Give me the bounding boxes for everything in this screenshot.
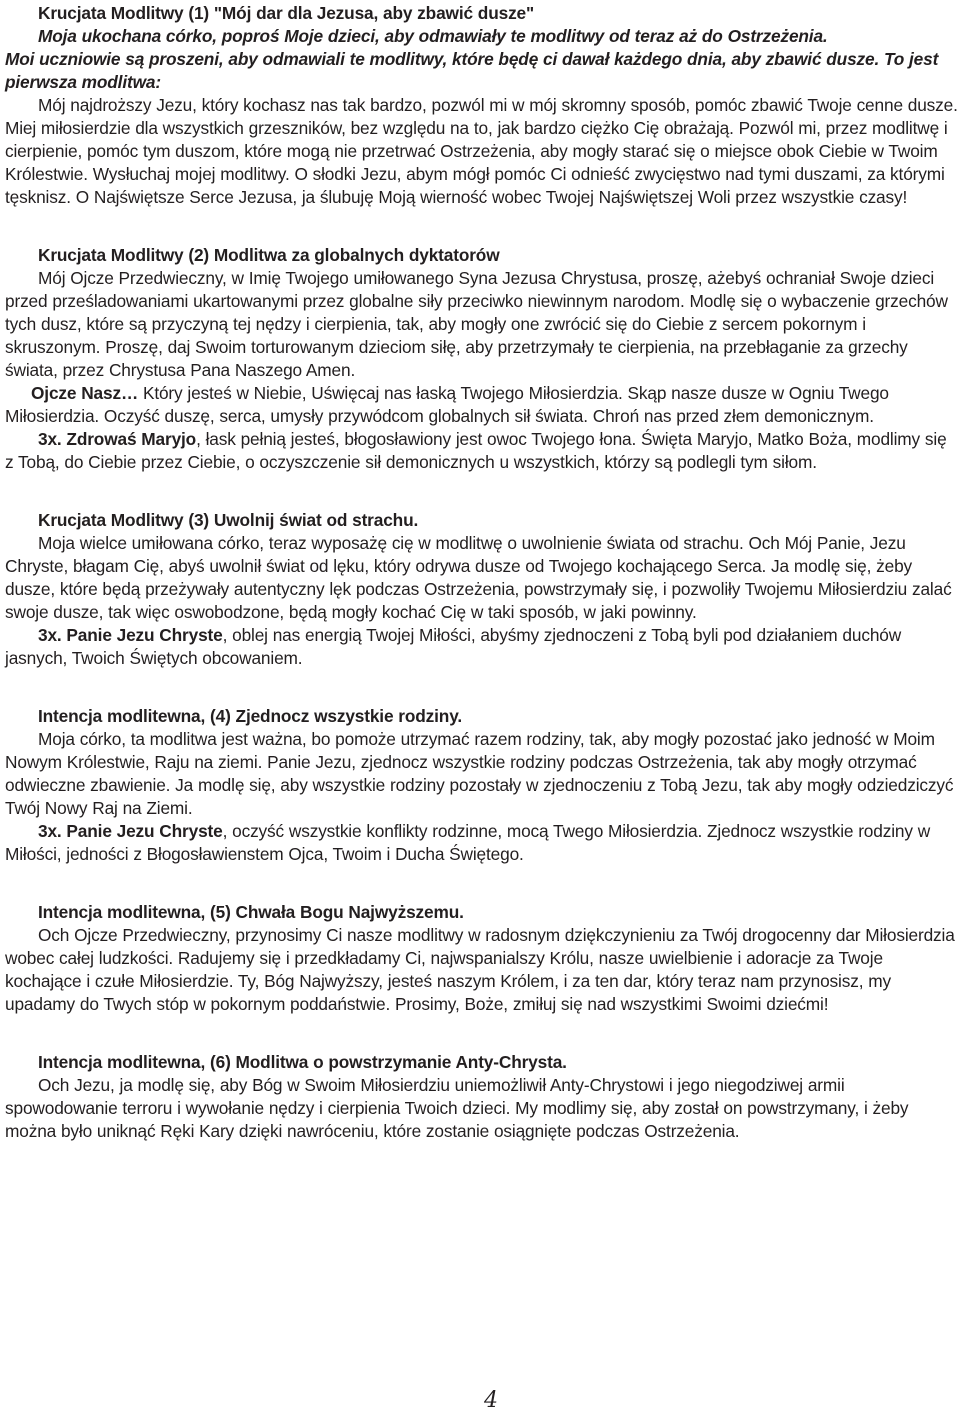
section-gap bbox=[5, 670, 958, 705]
section-1-intro-line-1: Moja ukochana córko, poproś Moje dzieci, aby odmawiały te modlitwy od teraz aż do Ostrzeżenia. bbox=[38, 26, 828, 46]
panie-jezu-text: , oczyść wszystkie konflikty rodzinne, mocą Twego Miłosierdzia. Zjednocz wszystkie rodziny w Miłości, jedności z Błogosławienstem Ojca, Twoim i Ducha Świętego. bbox=[5, 821, 931, 864]
section-3-body: Moja wielce umiłowana córko, teraz wyposażę cię w modlitwę o uwolnienie świata od strachu. Och Mój Panie, Jezu Chryste, błagam Cię, abyś uwolnił świat od lęku, który odrywa dusze od Twojego kochającego Serca. Ja modlę się, żeby dusze, które będą przeżywały autentyczny lęk podczas Ostrzeżenia, powstrzymały się, i pozwoliły Twojemu Miłosierdziu zalać swoje dusze, tak więc oswobodzone, będą mogły kochać Cię w taki sposób, w jaki powinny. bbox=[5, 533, 952, 622]
section-6-body: Och Jezu, ja modlę się, aby Bóg w Swoim Miłosierdziu uniemożliwił Anty-Chrystowi i jego niegodziwej armii spowodowanie terroru i wywołanie nędzy i cierpienia Twoich dzieci. My modlimy się, aby został on powstrzymany, i żeby można było uniknąć Ręki Kary dzięki nawróceniu, które zostanie osiągnięte podczas Ostrzeżenia. bbox=[5, 1075, 909, 1141]
section-2-title: Krucjata Modlitwy (2) Modlitwa za globalnych dyktatorów bbox=[38, 245, 500, 265]
section-2-zdrowas-paragraph bbox=[5, 428, 958, 474]
page-number: 4 bbox=[484, 1388, 498, 1413]
panie-jezu-label: 3x. Panie Jezu Chryste bbox=[38, 821, 223, 841]
ojcze-nasz-text: Który jesteś w Niebie, Uświęcaj nas łaską Twojego Miłosierdzia. Skąp nasze dusze w Ogniu Twego Miłosierdzia. Oczyść duszę, serca, umysły przywódcom globalnych sił świata. Chroń nas przed złem demonicznym. bbox=[5, 383, 889, 426]
section-1-title: Krucjata Modlitwy (1) "Mój dar dla Jezusa, aby zbawić dusze" bbox=[38, 3, 535, 23]
section-4-prayer-paragraph bbox=[5, 820, 958, 866]
section-5-title: Intencja modlitewna, (5) Chwała Bogu Najwyższemu. bbox=[38, 902, 464, 922]
panie-jezu-label: 3x. Panie Jezu Chryste bbox=[38, 625, 223, 645]
section-5-body: Och Ojcze Przedwieczny, przynosimy Ci nasze modlitwy w radosnym dziękczynieniu za Twój drogocenny dar Miłosierdzia wobec całej ludzkości. Radujemy się i przedkładamy Ci, najwspanialszy Królu, nasze uwielbienie i adoracje za Twoje kochające i czułe Miłosierdzie. Ty, Bóg Najwyższy, jesteś naszym Królem, i za ten dar, który teraz nam przynosisz, my upadamy do Twych stóp w pokornym poddaństwie. Prosimy, Boże, zmiłuj się nad wszystkimi Swoimi dziećmi! bbox=[5, 925, 955, 1014]
section-gap bbox=[5, 474, 958, 509]
zdrowas-maryjo-label: 3x. Zdrowaś Maryjo bbox=[38, 429, 197, 449]
section-2-body: Mój Ojcze Przedwieczny, w Imię Twojego umiłowanego Syna Jezusa Chrystusa, proszę, ażebyś ochraniał Swoje dzieci przed prześladowaniami ukartowanymi przez globalne siły przeciwko niewinnym narodom. Modlę się o wybaczenie grzechów tych dusz, które są przyczyną tej nędzy i cierpienia, tak, aby mogły one zwrócić się do Ciebie z sercem pokornym i skruszonym. Proszę, daj Swoim torturowanym dzieciom siłę, aby przetrzymały te cierpienia, na przebłaganie za grzechy świata, przez Chrystusa Pana Naszego Amen. bbox=[5, 268, 948, 380]
section-gap bbox=[5, 866, 958, 901]
section-1-intro-line-2: Moi uczniowie są proszeni, aby odmawiali te modlitwy, które będę ci dawał każdego dnia, aby zbawić dusze. To jest pierwsza modlitwa: bbox=[5, 49, 939, 92]
ojcze-nasz-label: Ojcze Nasz… bbox=[31, 383, 139, 403]
section-gap bbox=[5, 1016, 958, 1051]
section-3-title: Krucjata Modlitwy (3) Uwolnij świat od strachu. bbox=[38, 510, 419, 530]
panie-jezu-text: , oblej nas energią Twojej Miłości, abyśmy zjednoczeni z Tobą byli pod działaniem duchów jasnych, Twoich Świętych obcowaniem. bbox=[5, 625, 902, 668]
section-4-title: Intencja modlitewna, (4) Zjednocz wszystkie rodziny. bbox=[38, 706, 463, 726]
section-2-ojcze-paragraph bbox=[5, 382, 958, 428]
section-1-body: Mój najdroższy Jezu, który kochasz nas tak bardzo, pozwól mi w mój skromny sposób, pomóc zbawić Twoje cenne dusze. Miej miłosierdzie dla wszystkich grzeszników, bez względu na to, jak bardzo ciężko Cię obrażają. Pozwól mi, przez modlitwę i cierpienie, pomóc tym duszom, które mogą nie przetrwać Ostrzeżenia, aby mogły starać się o miejsce obok Ciebie w Twoim Królestwie. Wysłuchaj mojej modlitwy. O słodki Jezu, abym mógł pomóc Ci odnieść zwycięstwo nad tymi duszami, za którymi tęsknisz. O Najświętsze Serce Jezusa, ja ślubuję Moją wierność wobec Twojej Najświętszej Woli przez wszystkie czasy! bbox=[5, 95, 958, 207]
section-3-prayer-paragraph bbox=[5, 624, 958, 670]
section-4-body: Moja córko, ta modlitwa jest ważna, bo pomoże utrzymać razem rodziny, tak, aby mogły pozostać jako jedność w Moim Nowym Królestwie, Raju na ziemi. Panie Jezu, zjednocz wszystkie rodziny podczas Ostrzeżenia, tak aby mogły otrzymać odwieczne zbawienie. Ja modlę się, aby wszystkie rodziny pozostały w zjednoczeniu z Tobą Jezu, tak aby mogły odziedziczyć Twój Nowy Raj na Ziemi. bbox=[5, 729, 954, 818]
document-page bbox=[5, 2, 958, 1143]
section-6-title: Intencja modlitewna, (6) Modlitwa o powstrzymanie Anty-Chrysta. bbox=[38, 1052, 567, 1072]
section-gap bbox=[5, 209, 958, 244]
zdrowas-maryjo-text: , łask pełnią jesteś, błogosławiony jest owoc Twojego łona. Święta Maryjo, Matko Boża, modlimy się z Tobą, do Ciebie przez Ciebie, o oczyszczenie sił demonicznych u wszystkich, którzy są podlegli tym siłom. bbox=[5, 429, 947, 472]
